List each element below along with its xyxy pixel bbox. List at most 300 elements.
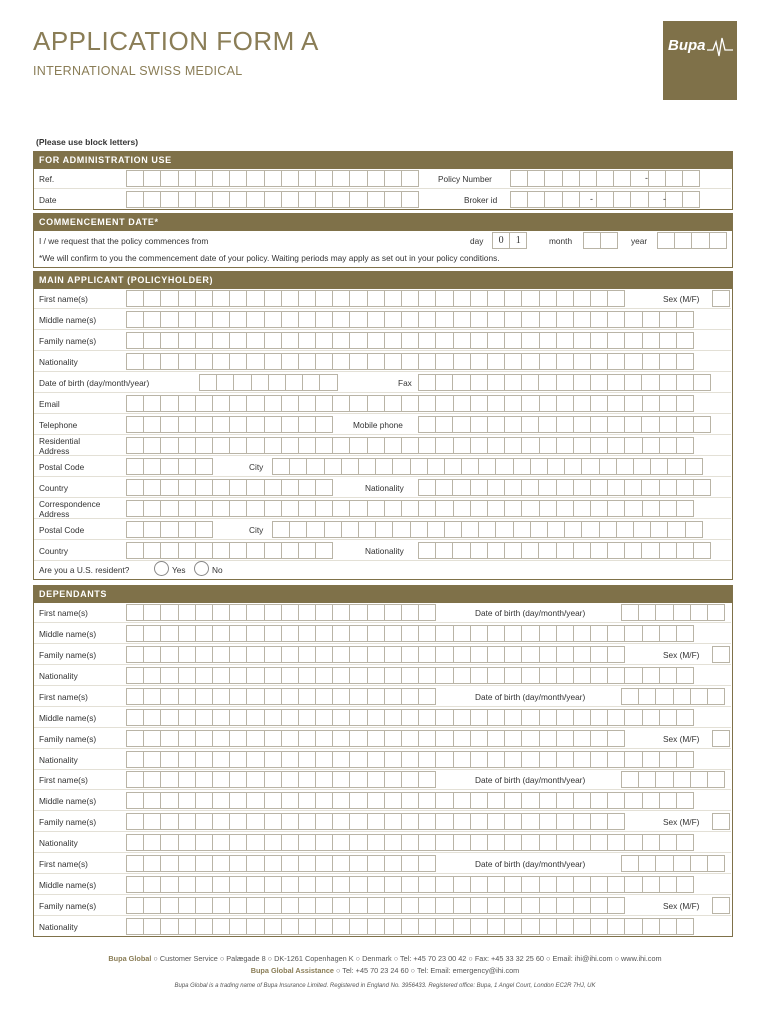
input-cell (401, 876, 419, 893)
input-cell (216, 374, 234, 391)
input-cell (332, 332, 350, 349)
input-cell (435, 500, 453, 517)
input-cell (487, 353, 505, 370)
input-cell (621, 604, 639, 621)
input-cell (246, 771, 264, 788)
input-cell (435, 416, 453, 433)
input-cell (392, 521, 410, 538)
input-cell (160, 646, 178, 663)
dep-nationality-input[interactable] (126, 667, 693, 684)
input-cell (521, 667, 539, 684)
input-cell (298, 855, 316, 872)
input-cell (470, 730, 488, 747)
policy-number-input[interactable] (510, 170, 699, 187)
input-cell (246, 667, 264, 684)
input-cell (143, 170, 161, 187)
ma-mobile-input[interactable] (418, 416, 710, 433)
dep-sex-input[interactable] (712, 730, 729, 747)
input-cell (281, 170, 299, 187)
input-cell (539, 897, 557, 914)
input-cell (264, 332, 282, 349)
input-cell (642, 751, 660, 768)
ma-email-input[interactable] (126, 395, 693, 412)
input-cell (160, 311, 178, 328)
input-cell (195, 604, 213, 621)
input-cell (143, 709, 161, 726)
input-cell (246, 897, 264, 914)
input-cell (682, 170, 700, 187)
input-cell (178, 771, 196, 788)
input-cell (621, 855, 639, 872)
input-cell (547, 458, 565, 475)
input-cell (667, 458, 685, 475)
input-cell (367, 604, 385, 621)
input-cell (676, 374, 694, 391)
ma-dob-input[interactable] (199, 374, 337, 391)
input-cell (581, 458, 599, 475)
input-cell (657, 232, 675, 249)
input-cell (281, 625, 299, 642)
input-cell (504, 646, 522, 663)
dep-first-name-input[interactable] (126, 688, 435, 705)
input-cell (573, 479, 591, 496)
input-cell (573, 416, 591, 433)
input-cell (358, 521, 376, 538)
input-cell (332, 500, 350, 517)
input-cell (126, 500, 144, 517)
dep-middle-name-input[interactable] (126, 876, 693, 893)
input-cell (384, 604, 402, 621)
ma-residential-row (34, 435, 731, 456)
input-cell (624, 542, 642, 559)
dep-dob-input[interactable] (621, 855, 724, 872)
input-cell (143, 353, 161, 370)
input-cell (126, 458, 144, 475)
input-cell (596, 170, 614, 187)
input-cell (281, 897, 299, 914)
input-cell (160, 191, 178, 208)
input-cell (246, 416, 264, 433)
dep-first-name-input[interactable] (126, 855, 435, 872)
input-cell (418, 730, 436, 747)
dep-dob-input[interactable] (621, 688, 724, 705)
input-cell (564, 521, 582, 538)
input-cell (195, 521, 213, 538)
input-cell (178, 416, 196, 433)
ma-correspondence-input[interactable] (126, 500, 693, 517)
input-cell (435, 625, 453, 642)
input-cell (384, 667, 402, 684)
input-cell (281, 771, 299, 788)
ref-input[interactable] (126, 170, 418, 187)
dep-family-name-row (34, 895, 731, 916)
dep-middle-name-row (34, 623, 731, 644)
month-input[interactable] (583, 232, 617, 249)
input-cell (624, 667, 642, 684)
input-cell (504, 353, 522, 370)
input-cell (487, 479, 505, 496)
input-cell (453, 353, 471, 370)
input-cell (521, 290, 539, 307)
input-cell (178, 500, 196, 517)
ma-country-input[interactable] (126, 479, 332, 496)
input-cell (621, 771, 639, 788)
ma-city-input[interactable] (272, 458, 702, 475)
dep-family-name-input[interactable] (126, 646, 624, 663)
input-cell (521, 311, 539, 328)
input-cell (281, 604, 299, 621)
input-cell (659, 332, 677, 349)
input-cell (453, 751, 471, 768)
input-cell (674, 232, 692, 249)
input-cell (332, 437, 350, 454)
ma-first-name-input[interactable] (126, 290, 624, 307)
input-cell (178, 521, 196, 538)
input-cell (298, 191, 316, 208)
input-cell (642, 500, 660, 517)
input-cell (281, 855, 299, 872)
input-cell (667, 521, 685, 538)
input-cell (590, 730, 608, 747)
input-cell (264, 625, 282, 642)
ma-postal-row (34, 456, 731, 477)
input-cell (143, 542, 161, 559)
dep-first-name-label: First name(s) (39, 608, 88, 618)
input-cell (126, 751, 144, 768)
us-resident-no-label: No (212, 565, 223, 575)
ma-postal2-input[interactable] (126, 521, 212, 538)
input-cell (341, 458, 359, 475)
dep-nationality-label: Nationality (39, 838, 78, 848)
input-cell (246, 332, 264, 349)
input-cell (470, 813, 488, 830)
dep-family-name-input[interactable] (126, 897, 624, 914)
input-cell (642, 876, 660, 893)
input-cell (642, 667, 660, 684)
dep-sex-input[interactable] (712, 897, 729, 914)
input-cell (556, 500, 574, 517)
input-cell (487, 751, 505, 768)
dep-dob-input[interactable] (621, 771, 724, 788)
input-cell (504, 834, 522, 851)
ma-first-name-row (34, 288, 731, 309)
input-cell (195, 897, 213, 914)
input-cell (470, 709, 488, 726)
input-cell (573, 751, 591, 768)
input-cell (143, 604, 161, 621)
input-cell (315, 813, 333, 830)
us-resident-yes-radio[interactable] (154, 561, 169, 576)
input-cell (564, 458, 582, 475)
input-cell (539, 876, 557, 893)
input-cell (556, 792, 574, 809)
input-cell (229, 646, 247, 663)
dep-first-name-input[interactable] (126, 604, 435, 621)
dep-middle-name-row (34, 707, 731, 728)
input-cell (410, 458, 428, 475)
input-cell (160, 688, 178, 705)
input-cell (556, 437, 574, 454)
input-cell (349, 290, 367, 307)
dep-dob-input[interactable] (621, 604, 724, 621)
input-cell (264, 667, 282, 684)
input-cell (539, 500, 557, 517)
input-cell (676, 500, 694, 517)
input-cell (676, 542, 694, 559)
input-cell (126, 542, 144, 559)
input-cell (126, 353, 144, 370)
input-cell (624, 500, 642, 517)
input-cell (143, 437, 161, 454)
input-cell (143, 771, 161, 788)
input-cell (487, 792, 505, 809)
input-cell (435, 542, 453, 559)
input-cell (504, 500, 522, 517)
input-cell (435, 751, 453, 768)
input-cell (401, 625, 419, 642)
dep-middle-name-input[interactable] (126, 792, 693, 809)
input-cell (332, 604, 350, 621)
ma-city2-input[interactable] (272, 521, 702, 538)
input-cell (712, 813, 730, 830)
input-cell (349, 625, 367, 642)
input-cell (504, 542, 522, 559)
input-cell (624, 751, 642, 768)
dep-nationality-input[interactable] (126, 918, 693, 935)
input-cell (126, 667, 144, 684)
input-cell (315, 688, 333, 705)
input-cell (435, 332, 453, 349)
input-cell (487, 646, 505, 663)
footer-line2: ○ Tel: +45 70 23 24 60 ○ Tel: Email: emergency@ihi.com (336, 966, 520, 975)
input-cell (281, 437, 299, 454)
input-cell (281, 730, 299, 747)
dep-middle-name-input[interactable] (126, 709, 693, 726)
dep-sex-input[interactable] (712, 813, 729, 830)
input-cell (285, 374, 303, 391)
broker-id-label: Broker id (464, 195, 498, 205)
input-cell (401, 646, 419, 663)
ma-sex-input[interactable] (712, 290, 729, 307)
input-cell (607, 479, 625, 496)
dep-nationality-input[interactable] (126, 751, 693, 768)
ma-telephone-input[interactable] (126, 416, 332, 433)
input-cell (624, 332, 642, 349)
day-digit-1: 0 (492, 232, 510, 249)
ma-postal-input[interactable] (126, 458, 212, 475)
ma-telephone-row (34, 414, 731, 435)
input-cell (599, 521, 617, 538)
input-cell (401, 897, 419, 914)
input-cell (556, 834, 574, 851)
input-cell (281, 542, 299, 559)
input-cell (384, 897, 402, 914)
ma-family-name-input[interactable] (126, 332, 693, 349)
input-cell (349, 604, 367, 621)
input-cell (246, 855, 264, 872)
input-cell (573, 876, 591, 893)
input-cell (590, 416, 608, 433)
input-cell (233, 374, 251, 391)
input-cell (435, 290, 453, 307)
input-cell (401, 855, 419, 872)
input-cell (470, 437, 488, 454)
input-cell (418, 604, 436, 621)
input-cell (264, 855, 282, 872)
input-cell (367, 437, 385, 454)
ref-row (34, 168, 731, 189)
input-cell (709, 232, 727, 249)
footer-company: Bupa Global (108, 954, 152, 963)
input-cell (212, 646, 230, 663)
input-cell (487, 709, 505, 726)
date-input[interactable] (126, 191, 418, 208)
input-cell (315, 876, 333, 893)
ma-nationality3-input[interactable] (418, 542, 710, 559)
dep-sex-input[interactable] (712, 646, 729, 663)
input-cell (504, 792, 522, 809)
input-cell (521, 646, 539, 663)
dep-middle-name-input[interactable] (126, 625, 693, 642)
dep-dob-label: Date of birth (day/month/year) (475, 691, 586, 702)
input-cell (126, 855, 144, 872)
input-cell (556, 897, 574, 914)
year-label: year (631, 236, 648, 246)
ma-nationality-input[interactable] (126, 353, 693, 370)
input-cell (418, 311, 436, 328)
input-cell (435, 667, 453, 684)
input-cell (178, 751, 196, 768)
ma-residential-input[interactable] (126, 437, 693, 454)
dep-first-name-input[interactable] (126, 771, 435, 788)
dep-nationality-input[interactable] (126, 834, 693, 851)
dep-middle-name-label: Middle name(s) (39, 879, 97, 890)
input-cell (590, 353, 608, 370)
input-cell (624, 374, 642, 391)
input-cell (590, 876, 608, 893)
input-cell (538, 542, 556, 559)
input-cell (470, 353, 488, 370)
input-cell (298, 332, 316, 349)
input-cell (435, 709, 453, 726)
input-cell (607, 416, 625, 433)
footer-assistance: Bupa Global Assistance (250, 966, 334, 975)
input-cell (504, 876, 522, 893)
us-resident-no-radio[interactable] (194, 561, 209, 576)
input-cell (126, 170, 144, 187)
input-cell (264, 751, 282, 768)
ma-postal2-label: Postal Code (39, 525, 85, 535)
ma-residential-label-2: Address (39, 446, 70, 456)
input-cell (539, 625, 557, 642)
input-cell (367, 918, 385, 935)
ma-nationality2-input[interactable] (418, 479, 710, 496)
form-title: APPLICATION FORM A (33, 26, 319, 56)
heartbeat-icon (707, 34, 733, 60)
input-cell (199, 374, 217, 391)
input-cell (298, 688, 316, 705)
input-cell (573, 897, 591, 914)
input-cell (349, 437, 367, 454)
input-cell (367, 792, 385, 809)
input-cell (349, 876, 367, 893)
input-cell (590, 542, 608, 559)
input-cell (659, 542, 677, 559)
input-cell (367, 290, 385, 307)
dep-family-name-input[interactable] (126, 730, 624, 747)
input-cell (160, 730, 178, 747)
dep-dob-label: Date of birth (day/month/year) (475, 858, 586, 869)
input-cell (607, 876, 625, 893)
input-cell (315, 290, 333, 307)
input-cell (691, 232, 709, 249)
input-cell (229, 191, 247, 208)
ma-fax-input[interactable] (418, 374, 710, 391)
input-cell (298, 918, 316, 935)
input-cell (143, 918, 161, 935)
input-cell (444, 521, 462, 538)
input-cell (160, 792, 178, 809)
input-cell (418, 395, 436, 412)
input-cell (384, 646, 402, 663)
input-cell (556, 542, 574, 559)
input-cell (315, 751, 333, 768)
input-cell (229, 834, 247, 851)
day-input[interactable] (492, 232, 526, 249)
input-cell (229, 542, 247, 559)
input-cell (195, 918, 213, 935)
input-cell (487, 625, 505, 642)
input-cell (642, 834, 660, 851)
ma-middle-name-input[interactable] (126, 311, 693, 328)
input-cell (195, 170, 213, 187)
input-cell (212, 876, 230, 893)
ma-middle-name-label: Middle name(s) (39, 315, 97, 325)
ma-country2-input[interactable] (126, 542, 332, 559)
input-cell (556, 290, 574, 307)
input-cell (143, 479, 161, 496)
input-cell (143, 751, 161, 768)
input-cell (160, 416, 178, 433)
date-row (34, 189, 731, 210)
input-cell (607, 667, 625, 684)
input-cell (298, 542, 316, 559)
input-cell (229, 709, 247, 726)
input-cell (583, 232, 601, 249)
policy-dash: - (645, 173, 648, 183)
input-cell (367, 311, 385, 328)
dep-family-name-row (34, 644, 731, 665)
input-cell (487, 416, 505, 433)
dep-first-name-label: First name(s) (39, 691, 88, 702)
input-cell (590, 374, 608, 391)
input-cell (315, 311, 333, 328)
year-input[interactable] (657, 232, 726, 249)
footer-contact-line (0, 954, 770, 963)
input-cell (212, 730, 230, 747)
broker-id-input[interactable] (510, 191, 699, 208)
input-cell (375, 458, 393, 475)
dep-family-name-input[interactable] (126, 813, 624, 830)
ma-correspondence-label (39, 499, 100, 519)
ma-mobile-label: Mobile phone (353, 420, 403, 430)
input-cell (246, 604, 264, 621)
input-cell (264, 479, 282, 496)
input-cell (178, 604, 196, 621)
dep-first-name-row (34, 769, 731, 790)
input-cell (556, 479, 574, 496)
input-cell (384, 813, 402, 830)
